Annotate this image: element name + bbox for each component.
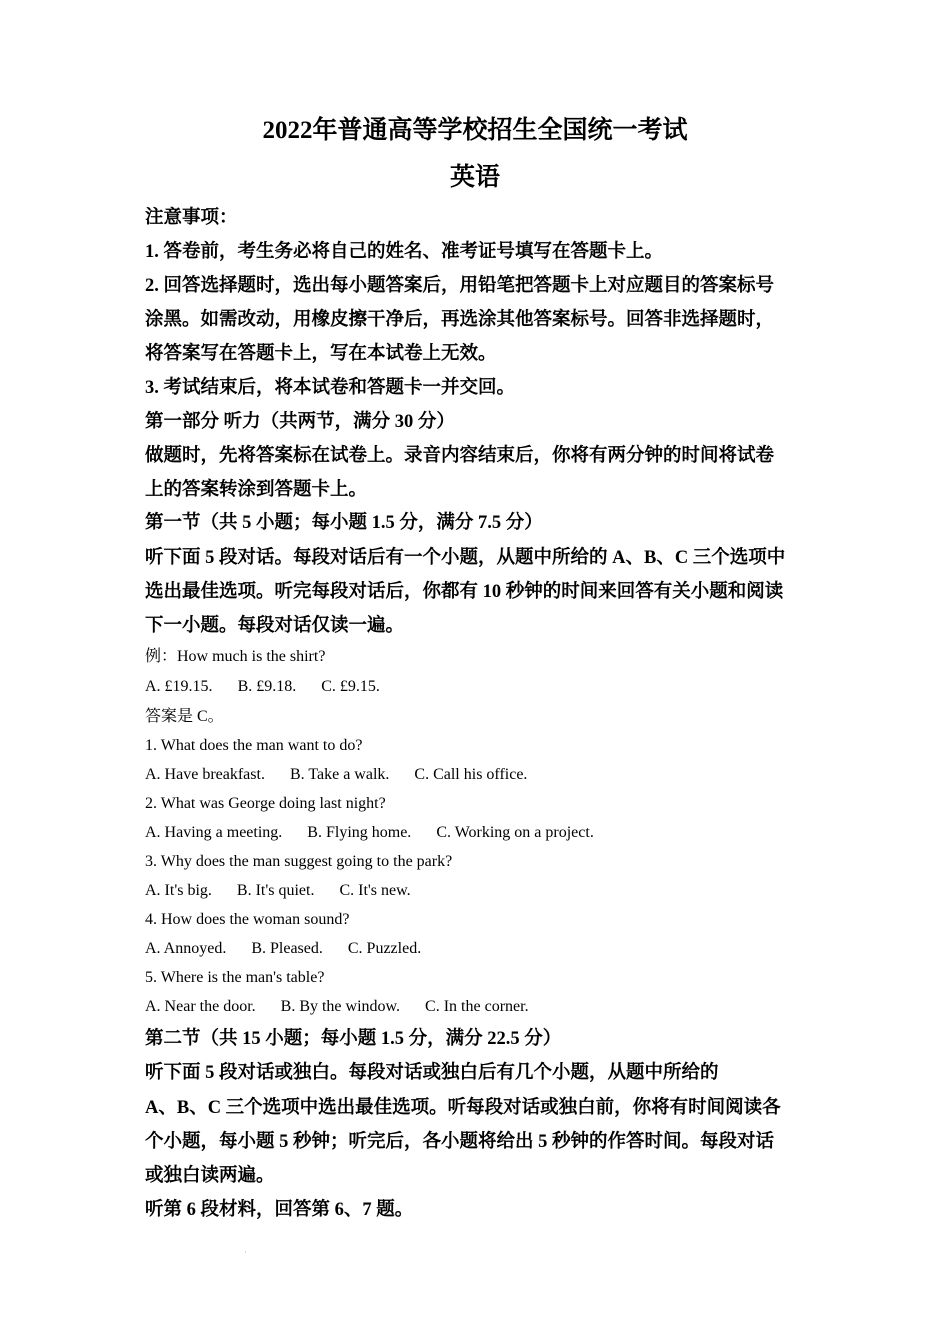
- example-question: 例：How much is the shirt?: [145, 648, 326, 665]
- part1-heading: 第一部分 听力（共两节，满分 30 分）: [145, 412, 455, 432]
- option-c: C. Call his office.: [414, 766, 528, 783]
- option-b: B. Flying home.: [307, 824, 412, 841]
- option-a: A. Having a meeting.: [145, 824, 283, 841]
- question-5-options: [145, 995, 529, 1019]
- option-b: B. By the window.: [280, 998, 401, 1015]
- option-c: C. Puzzled.: [347, 940, 422, 957]
- notice-item-1: 1. 答卷前，考生务必将自己的姓名、准考证号填写在答题卡上。: [145, 242, 664, 262]
- section2-instruction-line-3: 个小题，每小题 5 秒钟；听完后，各小题将给出 5 秒钟的作答时间。每段对话: [145, 1132, 775, 1152]
- page-mark: ·: [244, 1248, 247, 1257]
- option-a: A. Near the door.: [145, 998, 256, 1015]
- notice-item-2-line-1: 2. 回答选择题时，选出每小题答案后，用铅笔把答题卡上对应题目的答案标号: [145, 276, 775, 296]
- option-c: C. It's new.: [339, 882, 411, 899]
- part1-instruction-line-1: 做题时，先将答案标在试卷上。录音内容结束后，你将有两分钟的时间将试卷: [145, 446, 775, 466]
- notice-item-3: 3. 考试结束后，将本试卷和答题卡一并交回。: [145, 378, 516, 398]
- notice-heading: 注意事项：: [145, 208, 238, 228]
- question-1-options: [145, 763, 527, 787]
- option-c: C. In the corner.: [425, 998, 529, 1015]
- option-a: A. £19.15.: [145, 678, 213, 695]
- option-c: C. Working on a project.: [436, 824, 594, 841]
- question-4: 4. How does the woman sound?: [145, 911, 350, 928]
- option-b: B. Pleased.: [251, 940, 323, 957]
- example-answer: 答案是 C。: [145, 708, 224, 725]
- section2-heading: 第二节（共 15 小题；每小题 1.5 分，满分 22.5 分）: [145, 1029, 562, 1049]
- option-a: A. Annoyed.: [145, 940, 227, 957]
- exam-subject: 英语: [449, 164, 500, 191]
- option-b: B. £9.18.: [237, 678, 297, 695]
- option-a: A. It's big.: [145, 882, 212, 899]
- section1-heading: 第一节（共 5 小题；每小题 1.5 分，满分 7.5 分）: [145, 513, 543, 533]
- question-4-options: [145, 937, 421, 961]
- question-3-options: [145, 879, 411, 903]
- question-2: 2. What was George doing last night?: [145, 795, 386, 812]
- part1-instruction-line-2: 上的答案转涂到答题卡上。: [145, 480, 368, 500]
- notice-item-2-line-3: 将答案写在答题卡上，写在本试卷上无效。: [145, 344, 497, 364]
- example-options: [145, 675, 380, 699]
- question-3: 3. Why does the man suggest going to the park?: [145, 853, 453, 870]
- section1-instruction-line-3: 下一小题。每段对话仅读一遍。: [145, 616, 405, 636]
- option-b: B. It's quiet.: [236, 882, 315, 899]
- section1-instruction-line-2: 选出最佳选项。听完每段对话后，你都有 10 秒钟的时间来回答有关小题和阅读: [145, 582, 784, 602]
- exam-title: 2022年普通高等学校招生全国统一考试: [262, 117, 688, 144]
- option-c: C. £9.15.: [321, 678, 380, 695]
- section2-material-note: 听第 6 段材料，回答第 6、7 题。: [145, 1200, 414, 1220]
- question-1: 1. What does the man want to do?: [145, 737, 363, 754]
- section2-instruction-line-2: A、B、C 三个选项中选出最佳选项。听每段对话或独白前，你将有时间阅读各: [145, 1098, 781, 1118]
- question-2-options: [145, 821, 594, 845]
- section1-instruction-line-1: 听下面 5 段对话。每段对话后有一个小题，从题中所给的 A、B、C 三个选项中: [145, 548, 786, 568]
- option-b: B. Take a walk.: [289, 766, 390, 783]
- section2-instruction-line-4: 或独白读两遍。: [145, 1166, 275, 1186]
- option-a: A. Have breakfast.: [145, 766, 265, 783]
- section2-instruction-line-1: 听下面 5 段对话或独白。每段对话或独白后有几个小题，从题中所给的: [145, 1063, 719, 1083]
- question-5: 5. Where is the man's table?: [145, 969, 325, 986]
- notice-item-2-line-2: 涂黑。如需改动，用橡皮擦干净后，再选涂其他答案标号。回答非选择题时，: [145, 310, 775, 330]
